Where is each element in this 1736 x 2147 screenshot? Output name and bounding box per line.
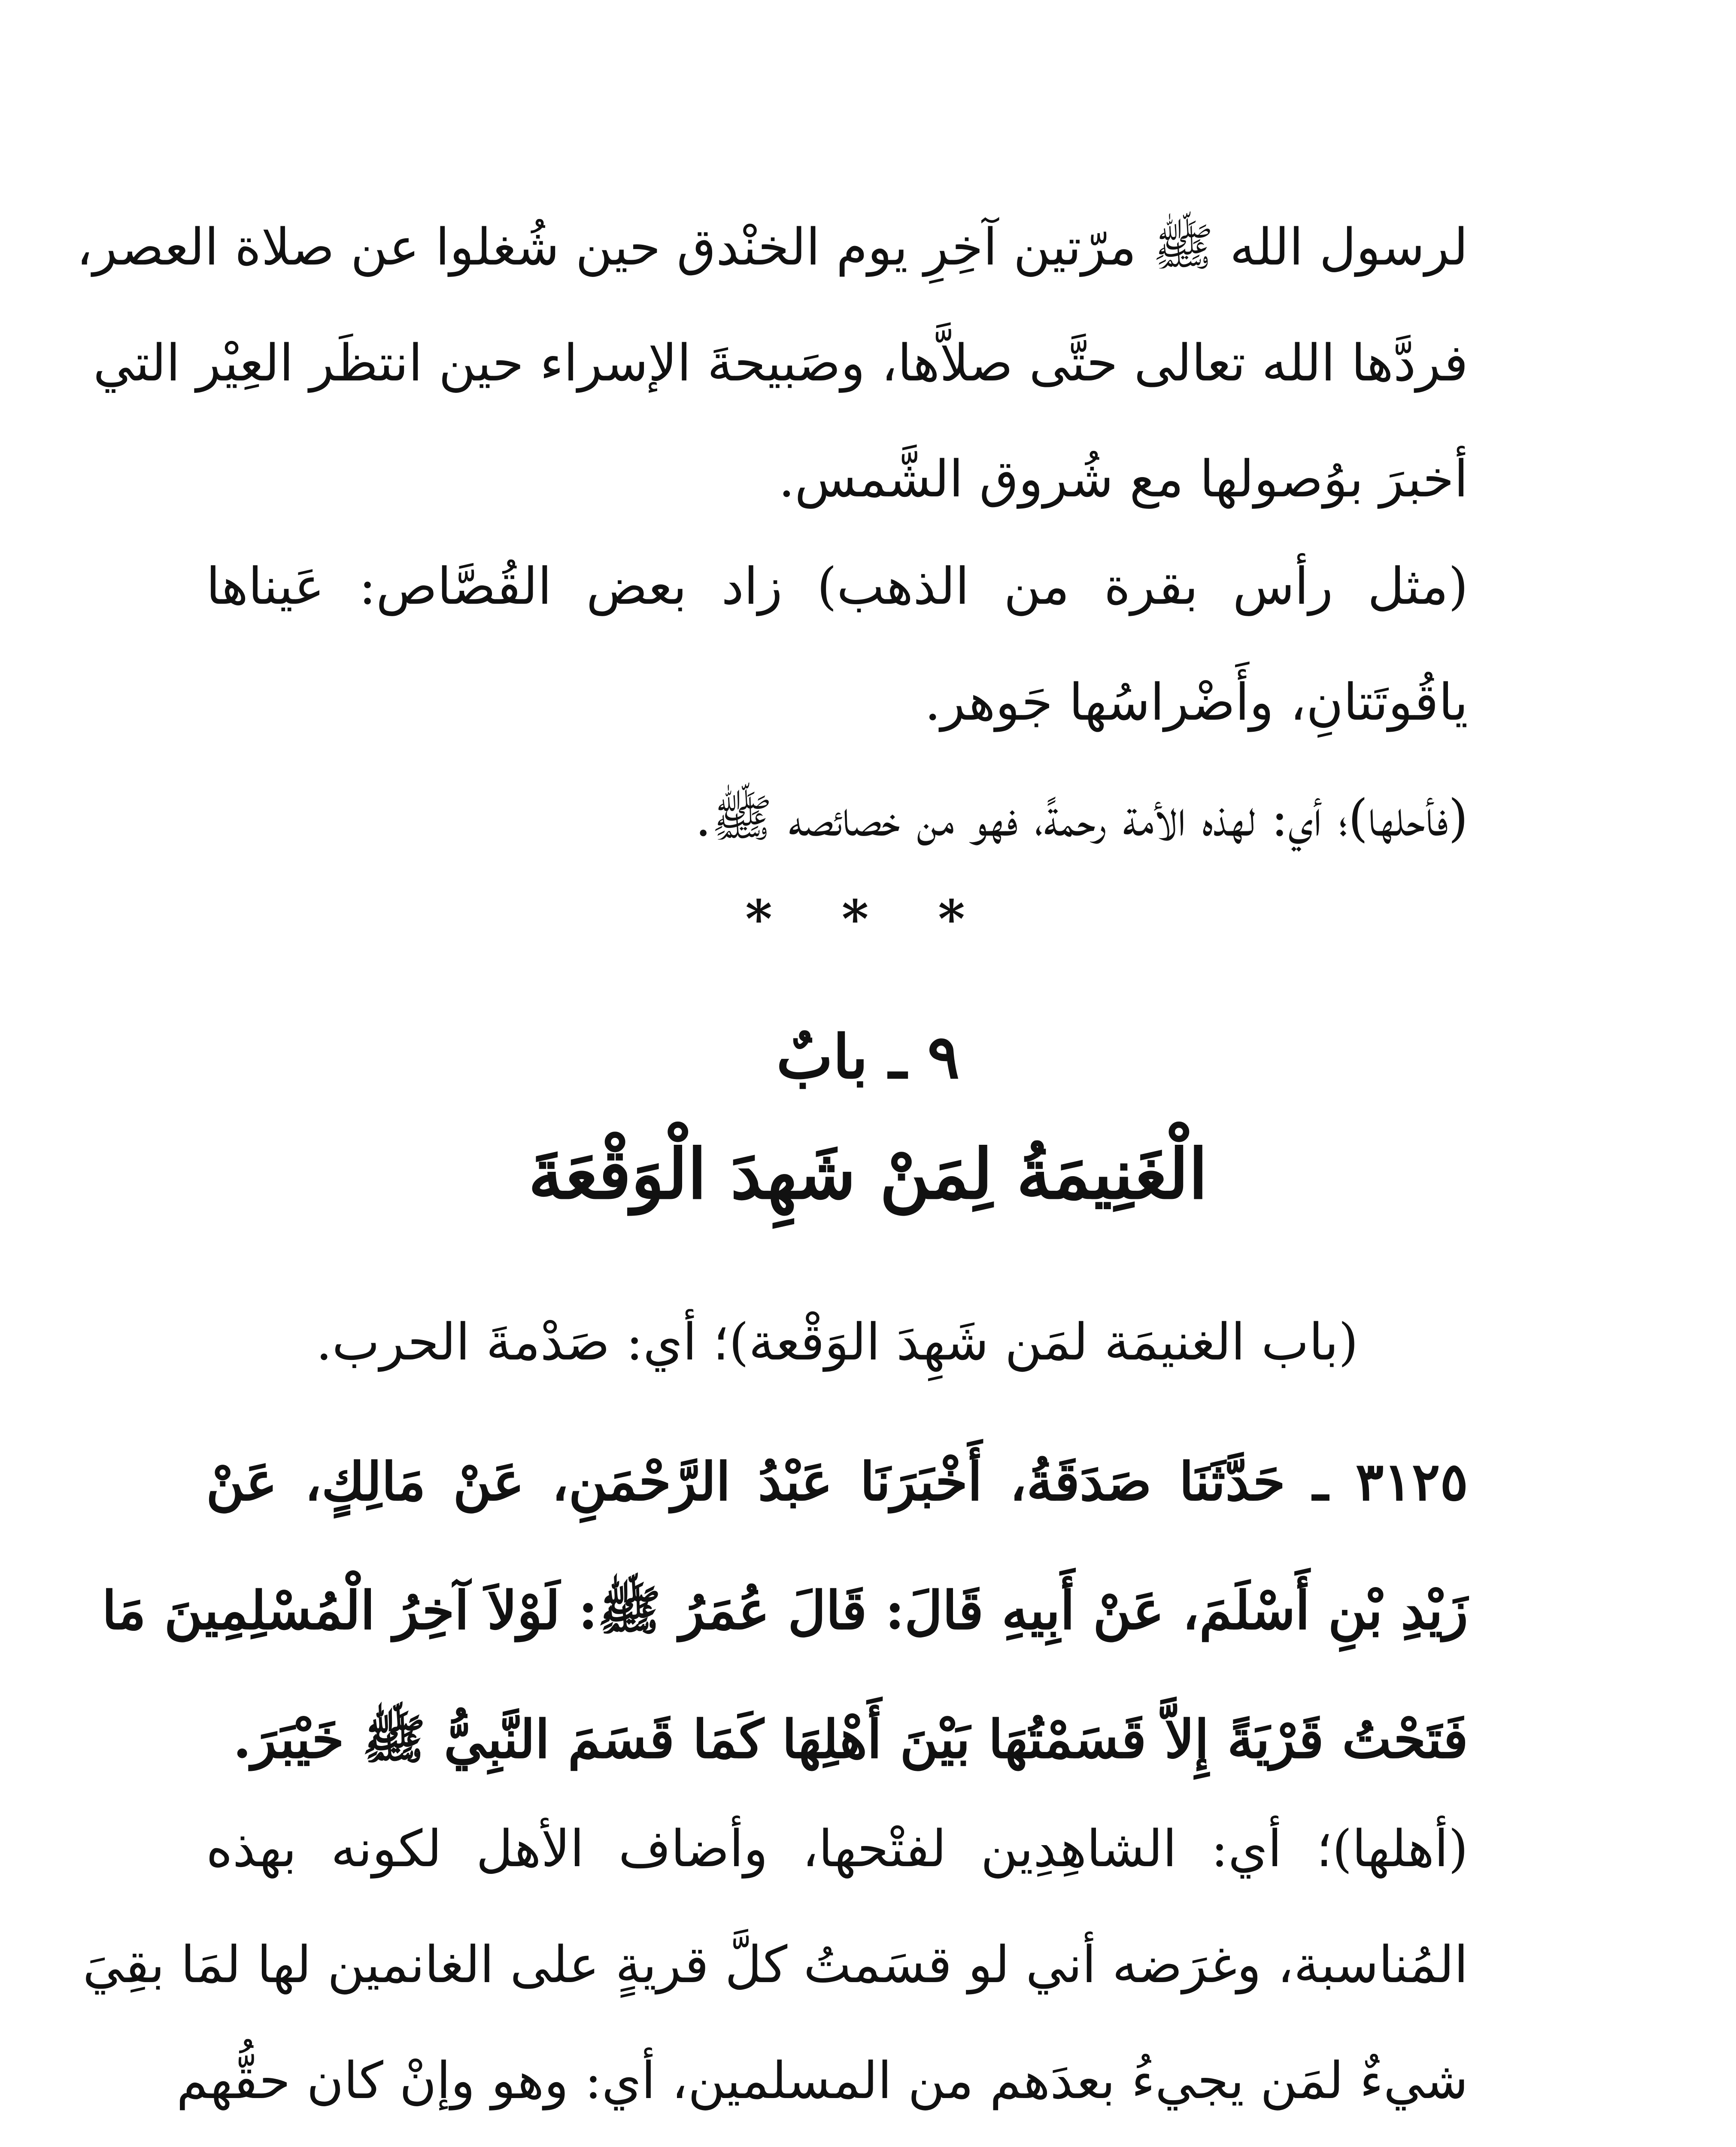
hadith-line: زَيْدِ بْنِ أَسْلَمَ، عَنْ أَبِيهِ قَالَ: قَالَ عُمَرُ ﷺ: لَوْلاَ آخِرُ الْمُسْلِمِينَ مَا [102,1579,1468,1641]
text-line: لرسول الله ﷺ مرّتين آخِرِ يوم الخنْدق حين شُغلوا عن صلاة العصر، [76,217,1468,277]
text-line: فردَّها الله تعالى حتَّى صلاَّها، وصَبيحةَ الإسراء حين انتظَر العِيْر التي [93,333,1468,392]
paragraph-mithl [206,528,1468,760]
text-line: أخبرَ بوُصولها مع شُروق الشَّمس. [778,449,1468,508]
chapter-number: ٩ ـ بابٌ [776,1022,960,1092]
text-line: ياقُوتَتانِ، وأَضْراسُها جَوهر. [924,672,1468,732]
text-line [206,2138,1468,2147]
paragraph-continuation [76,189,1468,537]
text-line: (أهلها)؛ أي: الشاهِدِين لفتْحها، وأضاف الأهل لكونه بهذه [206,1819,1468,1878]
text-line: (فأحلها)؛ أي: لهذه الأمة رحمةً، فهو من خصائصه ﷺ. [695,788,1468,848]
hadith-line: ٣١٢٥ ـ حَدَّثَنَا صَدَقَةُ، أَخْبَرَنَا عَبْدُ الرَّحْمَنِ، عَنْ مَالِكٍ، عَنْ [206,1451,1468,1512]
paragraph-fahallaha [206,760,1468,876]
hadith-text [102,1417,1468,1803]
hadith-line: فَتَحْتُ قَرْيَةً إِلاَّ قَسَمْتُهَا بَيْنَ أَهْلِهَا كَمَا قَسَمَ النَّبِيُّ ﷺ خَيْبَرَ. [233,1708,1468,1770]
section-separator: * * * [745,889,991,949]
paragraph-ahluha [82,1791,1468,2147]
paragraph-bab [206,1284,1468,1400]
text-line: (باب الغنيمَة لمَن شَهِدَ الوَقْعة)؛ أي: صَدْمةَ الحرب. [316,1312,1358,1372]
text-line: شيءٌ لمَن يجيءُ بعدَهم من المسلمين، أي: وهو وإنْ كان حقُّهم [176,2051,1468,2110]
text-line: المُناسبة، وغرَضه أني لو قسَمتُ كلَّ قريةٍ على الغانمين لها لمَا بقِيَ [82,1935,1468,1994]
text-line: (مثل رأس بقرة من الذهب) زاد بعض القُصَّاص: عَيناها [206,557,1468,616]
chapter-title: الْغَنِيمَةُ لِمَنْ شَهِدَ الْوَقْعَةَ [528,1134,1208,1214]
